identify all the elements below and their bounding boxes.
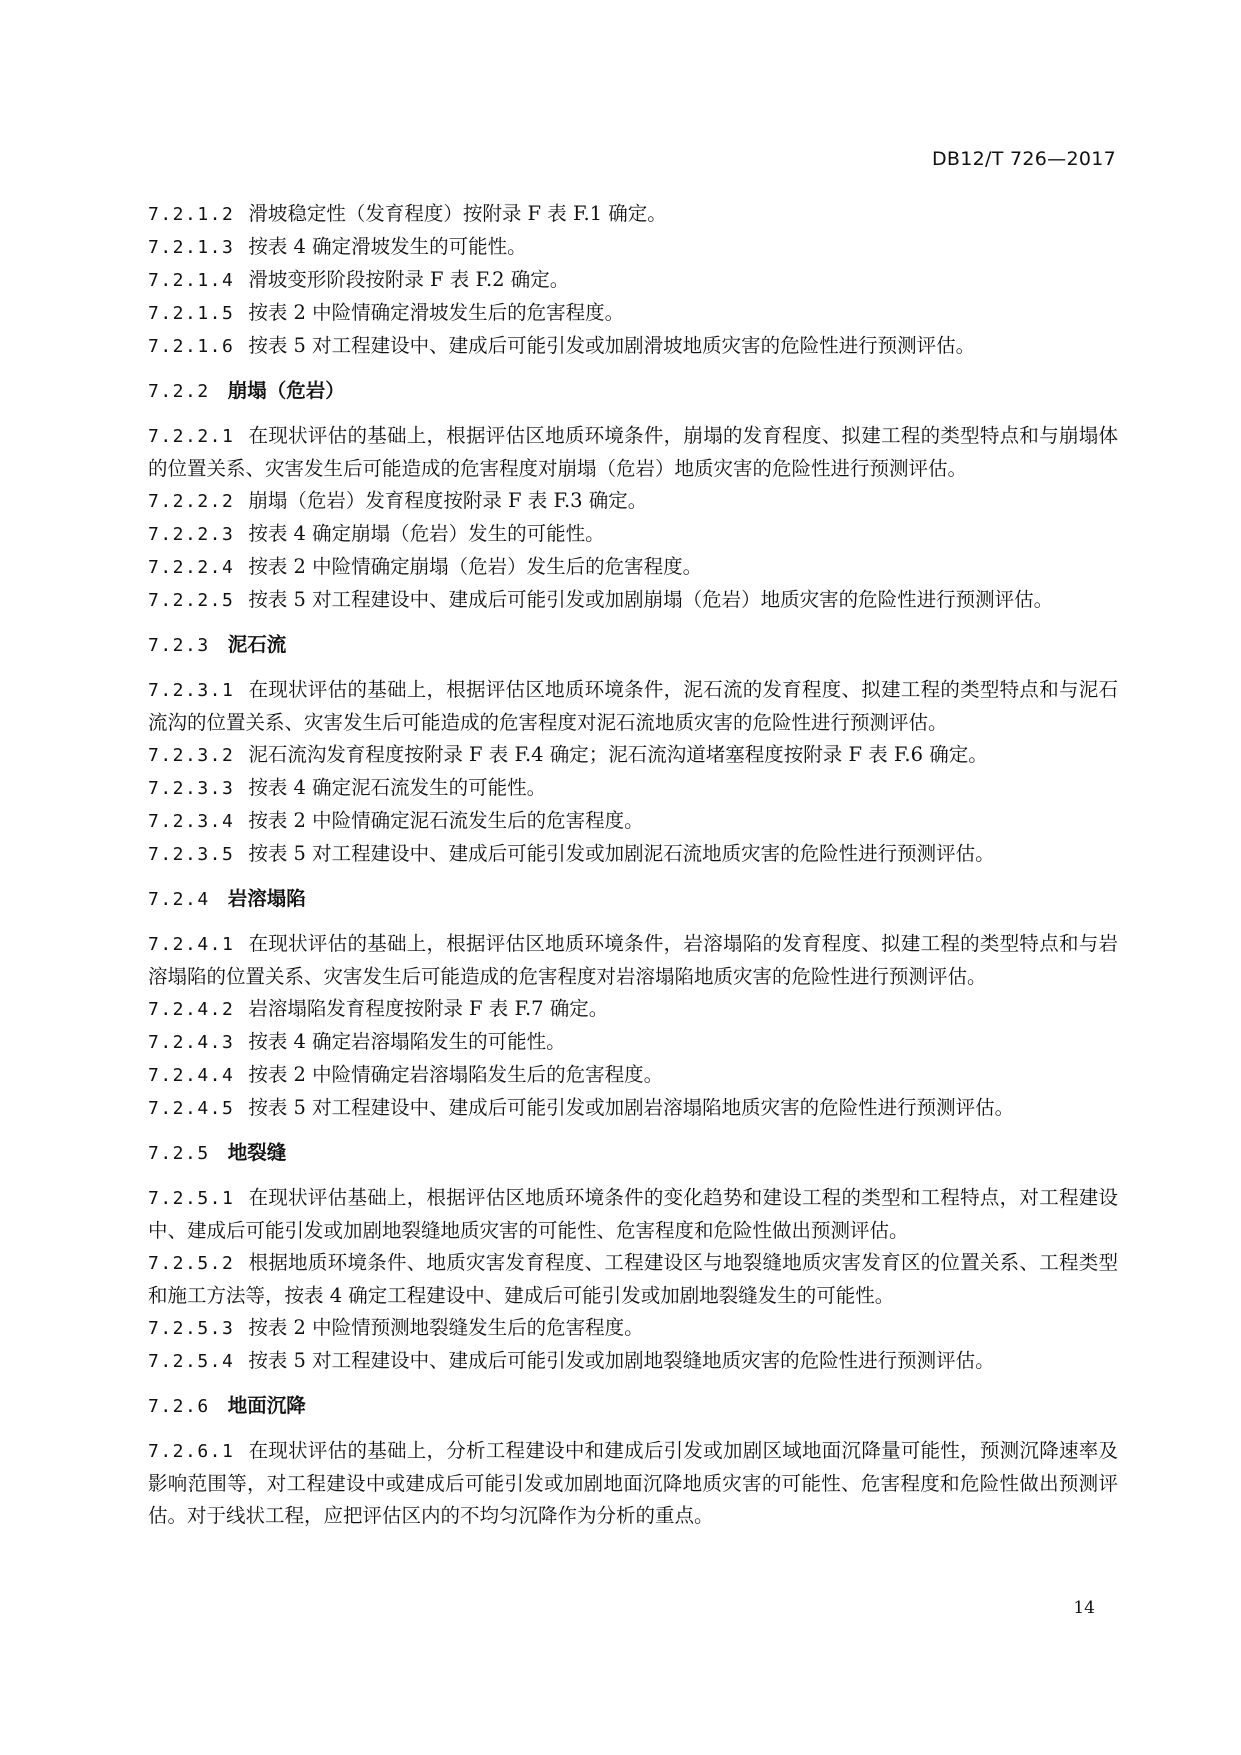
clause-paragraph bbox=[148, 993, 1118, 1026]
clause-number: 7.2.1.3 bbox=[148, 237, 235, 258]
clause-paragraph bbox=[148, 485, 1118, 518]
clause-paragraph bbox=[148, 1247, 1118, 1312]
clause-text: 按表 5 对工程建设中、建成后可能引发或加剧崩塌（危岩）地质灾害的危险性进行预测评估。 bbox=[248, 588, 1054, 611]
section-title: 泥石流 bbox=[227, 633, 287, 656]
clause-paragraph bbox=[148, 1312, 1118, 1345]
clause-number: 7.2.5.1 bbox=[148, 1188, 235, 1209]
section-number: 7.2.6 bbox=[148, 1396, 210, 1417]
clause-text: 按表 4 确定滑坡发生的可能性。 bbox=[248, 235, 527, 258]
section-title: 地面沉降 bbox=[227, 1394, 306, 1417]
page-number: 14 bbox=[1073, 1598, 1095, 1618]
clause-paragraph bbox=[148, 264, 1118, 297]
clause-number: 7.2.3.3 bbox=[148, 778, 235, 799]
clause-number: 7.2.2.2 bbox=[148, 491, 235, 512]
document-code: DB12/T 726—2017 bbox=[931, 148, 1116, 170]
clause-paragraph bbox=[148, 805, 1118, 838]
clause-number: 7.2.5.4 bbox=[148, 1351, 235, 1372]
section-number: 7.2.4 bbox=[148, 889, 210, 910]
clause-text: 按表 5 对工程建设中、建成后可能引发或加剧泥石流地质灾害的危险性进行预测评估。 bbox=[248, 842, 995, 865]
clause-paragraph bbox=[148, 674, 1118, 739]
clause-paragraph bbox=[148, 518, 1118, 551]
section-heading bbox=[148, 629, 1118, 662]
section-number: 7.2.3 bbox=[148, 635, 210, 656]
clause-paragraph bbox=[148, 584, 1118, 617]
section-heading bbox=[148, 1137, 1118, 1170]
clause-text: 岩溶塌陷发育程度按附录 F 表 F.7 确定。 bbox=[248, 997, 609, 1020]
clause-paragraph bbox=[148, 231, 1118, 264]
clause-number: 7.2.2.4 bbox=[148, 557, 235, 578]
clause-paragraph bbox=[148, 1092, 1118, 1125]
clause-number: 7.2.3.4 bbox=[148, 811, 235, 832]
clause-text: 在现状评估的基础上，根据评估区地质环境条件，岩溶塌陷的发育程度、拟建工程的类型特点和与岩溶塌陷的位置关系、灾害发生后可能造成的危害程度对岩溶塌陷地质灾害的危险性进行预测评估。 bbox=[148, 932, 1118, 988]
clause-paragraph bbox=[148, 1345, 1118, 1378]
clause-number: 7.2.1.2 bbox=[148, 204, 235, 225]
clause-paragraph bbox=[148, 551, 1118, 584]
clause-paragraph bbox=[148, 1182, 1118, 1247]
clause-number: 7.2.2.3 bbox=[148, 524, 235, 545]
clause-text: 崩塌（危岩）发育程度按附录 F 表 F.3 确定。 bbox=[248, 489, 648, 512]
clause-text: 按表 5 对工程建设中、建成后可能引发或加剧岩溶塌陷地质灾害的危险性进行预测评估。 bbox=[248, 1096, 1015, 1119]
clause-text: 按表 2 中险情确定岩溶塌陷发生后的危害程度。 bbox=[248, 1063, 664, 1086]
clause-number: 7.2.4.4 bbox=[148, 1065, 235, 1086]
clause-number: 7.2.5.3 bbox=[148, 1318, 235, 1339]
clause-text: 泥石流沟发育程度按附录 F 表 F.4 确定；泥石流沟道堵塞程度按附录 F 表 F.6 确定。 bbox=[248, 743, 988, 766]
clause-paragraph bbox=[148, 297, 1118, 330]
section-title: 地裂缝 bbox=[227, 1141, 287, 1164]
clause-text: 按表 5 对工程建设中、建成后可能引发或加剧滑坡地质灾害的危险性进行预测评估。 bbox=[248, 334, 976, 357]
clause-text: 在现状评估基础上，根据评估区地质环境条件的变化趋势和建设工程的类型和工程特点，对工程建设中、建成后可能引发或加剧地裂缝地质灾害的可能性、危害程度和危险性做出预测评估。 bbox=[148, 1186, 1118, 1242]
clause-paragraph bbox=[148, 1435, 1118, 1532]
clause-text: 按表 2 中险情预测地裂缝发生后的危害程度。 bbox=[248, 1316, 644, 1339]
clause-number: 7.2.1.5 bbox=[148, 303, 235, 324]
section-heading bbox=[148, 375, 1118, 408]
clause-text: 按表 2 中险情确定泥石流发生后的危害程度。 bbox=[248, 809, 644, 832]
clause-text: 在现状评估的基础上，分析工程建设中和建成后引发或加剧区域地面沉降量可能性，预测沉降速率及影响范围等，对工程建设中或建成后可能引发或加剧地面沉降地质灾害的可能性、危害程度和危险性做出预测评估。对于线状工程，应把评估区内的不均匀沉降作为分析的重点。 bbox=[148, 1439, 1118, 1527]
section-heading bbox=[148, 1390, 1118, 1423]
section-heading bbox=[148, 883, 1118, 916]
clause-paragraph bbox=[148, 420, 1118, 485]
clause-text: 按表 4 确定泥石流发生的可能性。 bbox=[248, 776, 547, 799]
clause-number: 7.2.1.6 bbox=[148, 336, 235, 357]
clause-paragraph bbox=[148, 198, 1118, 231]
section-title: 岩溶塌陷 bbox=[227, 887, 306, 910]
clause-number: 7.2.2.1 bbox=[148, 426, 235, 447]
clause-paragraph bbox=[148, 928, 1118, 993]
clause-paragraph bbox=[148, 330, 1118, 363]
clause-paragraph bbox=[148, 772, 1118, 805]
clause-text: 滑坡变形阶段按附录 F 表 F.2 确定。 bbox=[248, 268, 570, 291]
clause-number: 7.2.4.2 bbox=[148, 999, 235, 1020]
clause-text: 按表 2 中险情确定滑坡发生后的危害程度。 bbox=[248, 301, 625, 324]
clause-number: 7.2.3.2 bbox=[148, 745, 235, 766]
clause-paragraph bbox=[148, 739, 1118, 772]
clause-text: 在现状评估的基础上，根据评估区地质环境条件，泥石流的发育程度、拟建工程的类型特点和与泥石流沟的位置关系、灾害发生后可能造成的危害程度对泥石流地质灾害的危险性进行预测评估。 bbox=[148, 678, 1118, 734]
clause-text: 按表 4 确定岩溶塌陷发生的可能性。 bbox=[248, 1030, 566, 1053]
clause-number: 7.2.5.2 bbox=[148, 1253, 235, 1274]
clause-number: 7.2.3.5 bbox=[148, 844, 235, 865]
clause-text: 根据地质环境条件、地质灾害发育程度、工程建设区与地裂缝地质灾害发育区的位置关系、工程类型和施工方法等，按表 4 确定工程建设中、建成后可能引发或加剧地裂缝发生的可能性。 bbox=[148, 1251, 1118, 1307]
clause-number: 7.2.4.3 bbox=[148, 1032, 235, 1053]
clause-paragraph bbox=[148, 1059, 1118, 1092]
clause-number: 7.2.6.1 bbox=[148, 1441, 235, 1462]
clause-number: 7.2.4.1 bbox=[148, 934, 235, 955]
clause-number: 7.2.1.4 bbox=[148, 270, 235, 291]
clause-text: 按表 2 中险情确定崩塌（危岩）发生后的危害程度。 bbox=[248, 555, 703, 578]
clause-text: 按表 5 对工程建设中、建成后可能引发或加剧地裂缝地质灾害的危险性进行预测评估。 bbox=[248, 1349, 995, 1372]
document-body bbox=[148, 198, 1118, 1532]
clause-text: 在现状评估的基础上，根据评估区地质环境条件，崩塌的发育程度、拟建工程的类型特点和与崩塌体的位置关系、灾害发生后可能造成的危害程度对崩塌（危岩）地质灾害的危险性进行预测评估。 bbox=[148, 424, 1118, 480]
clause-number: 7.2.2.5 bbox=[148, 590, 235, 611]
clause-text: 滑坡稳定性（发育程度）按附录 F 表 F.1 确定。 bbox=[248, 202, 667, 225]
clause-number: 7.2.3.1 bbox=[148, 680, 235, 701]
clause-paragraph bbox=[148, 1026, 1118, 1059]
clause-text: 按表 4 确定崩塌（危岩）发生的可能性。 bbox=[248, 522, 605, 545]
section-title: 崩塌（危岩） bbox=[227, 379, 345, 402]
clause-number: 7.2.4.5 bbox=[148, 1098, 235, 1119]
section-number: 7.2.5 bbox=[148, 1143, 210, 1164]
section-number: 7.2.2 bbox=[148, 381, 210, 402]
clause-paragraph bbox=[148, 838, 1118, 871]
